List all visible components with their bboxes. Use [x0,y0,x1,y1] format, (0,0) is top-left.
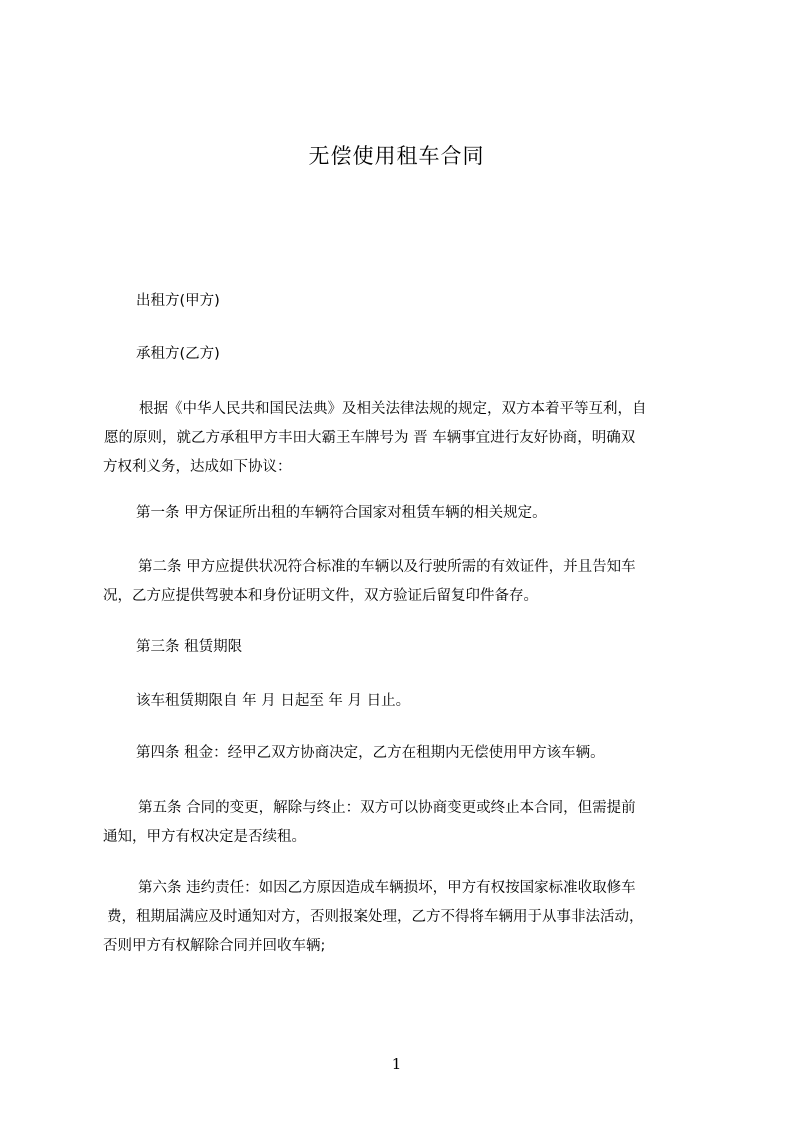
lessee-label: 承租方(乙方) [136,346,220,362]
article-4: 第四条 租金：经甲乙双方协商决定，乙方在租期内无偿使用甲方该车辆。 [136,745,605,761]
article-6-line: 否则甲方有权解除合同并回收车辆; [103,938,326,954]
article-2-paragraph [103,553,703,611]
preamble-paragraph [103,395,703,482]
article-3-heading: 第三条 租赁期限 [136,639,243,655]
article-6-line: 第六条 违约责任：如因乙方原因造成车辆损坏，甲方有权按国家标准收取修车 [138,880,636,896]
article-1: 第一条 甲方保证所出租的车辆符合国家对租赁车辆的相关规定。 [136,505,547,521]
preamble-line: 方权利义务，达成如下协议： [103,459,292,475]
article-6-paragraph [103,874,703,961]
article-6-line: 费，租期届满应及时通知对方，否则报案处理，乙方不得将车辆用于从事非法活动， [107,909,644,925]
page-number: 1 [391,1055,402,1073]
article-2-line: 第二条 甲方应提供状况符合标准的车辆以及行驶所需的有效证件，并且告知车 [138,559,636,575]
document-title: 无偿使用租车合同 [308,144,485,168]
article-5-line: 第五条 合同的变更，解除与终止：双方可以协商变更或终止本合同，但需提前 [138,800,636,816]
article-5-paragraph [103,794,703,852]
preamble-line: 根据《中华人民共和国民法典》及相关法律法规的规定，双方本着平等互利，自 [139,401,647,417]
article-5-line: 通知，甲方有权决定是否续租。 [103,829,306,845]
article-2-line: 况，乙方应提供驾驶本和身份证明文件，双方验证后留复印件备存。 [103,588,538,604]
preamble-line: 愿的原则，就乙方承租甲方丰田大霸王车牌号为 晋 车辆事宜进行友好协商，明确双 [104,430,636,446]
lessor-label: 出租方(甲方) [136,293,220,309]
article-3-body: 该车租赁期限自 年 月 日起至 年 月 日止。 [136,693,411,709]
